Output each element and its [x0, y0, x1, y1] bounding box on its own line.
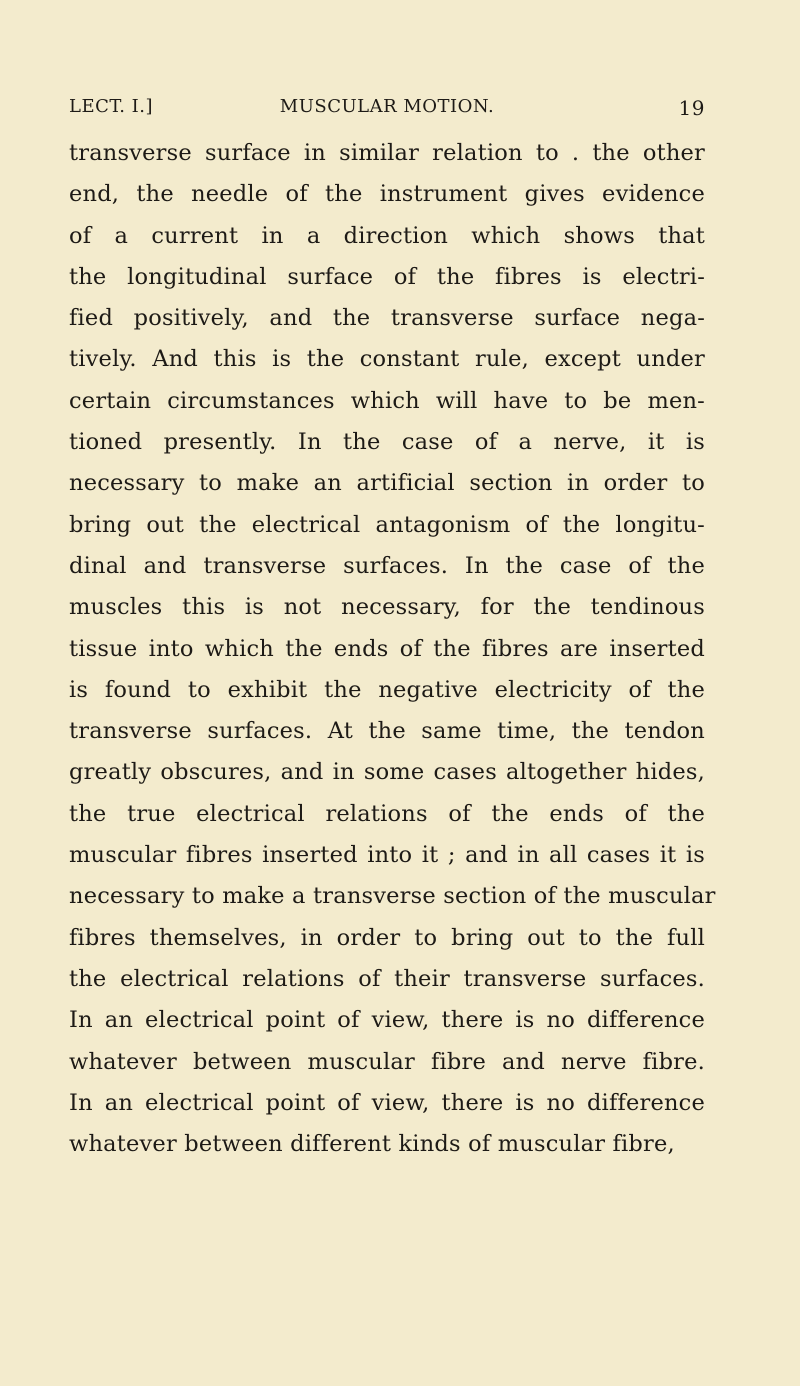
text-line: whatever between different kinds of muscular fibre, — [69, 1131, 675, 1158]
text-line: fibres themselves, in order to bring out to the full — [69, 924, 705, 951]
text-line: In an electrical point of view, there is no difference — [69, 1089, 705, 1116]
text-line: transverse surface in similar relation to . the other — [69, 140, 705, 166]
text-line: whatever between muscular fibre and nerve fibre. — [69, 1048, 705, 1075]
text-line: is found to exhibit the negative electricity of the — [69, 676, 705, 703]
text-line: tioned presently. In the case of a nerve, it is — [69, 429, 705, 456]
text-line: necessary to make a transverse section of the muscular — [69, 883, 716, 910]
text-line: In an electrical point of view, there is no difference — [69, 1007, 705, 1034]
text-line: the true electrical relations of the ends of the — [69, 800, 705, 827]
page-number: 19 — [678, 96, 705, 120]
lecture-label: LECT. I.] — [69, 96, 154, 117]
text-line: greatly obscures, and in some cases altogether hides, — [69, 759, 705, 786]
text-line: of a current in a direction which shows that — [69, 222, 705, 249]
text-line: necessary to make an artificial section in order to — [69, 470, 705, 497]
text-line: bring out the electrical antagonism of the longitu- — [69, 511, 705, 538]
chapter-title: MUSCULAR MOTION. — [279, 96, 495, 117]
text-line: fied positively, and the transverse surface nega- — [69, 305, 705, 332]
running-head — [69, 96, 705, 126]
text-line: muscular fibres inserted into it ; and in all cases it is — [69, 842, 705, 869]
text-line: the longitudinal surface of the fibres is electri- — [69, 263, 705, 290]
text-line: muscles this is not necessary, for the tendinous — [69, 594, 705, 621]
text-line: tively. And this is the constant rule, except under — [69, 346, 705, 373]
text-line: certain circumstances which will have to be men- — [69, 387, 705, 414]
text-line: transverse surfaces. At the same time, the tendon — [69, 718, 705, 745]
text-line: end, the needle of the instrument gives evidence — [69, 181, 705, 208]
text-line: the electrical relations of their transverse surfaces. — [69, 965, 705, 992]
body-text — [69, 133, 716, 1165]
text-line: tissue into which the ends of the fibres are inserted — [69, 635, 705, 662]
text-line: dinal and transverse surfaces. In the case of the — [69, 552, 705, 579]
